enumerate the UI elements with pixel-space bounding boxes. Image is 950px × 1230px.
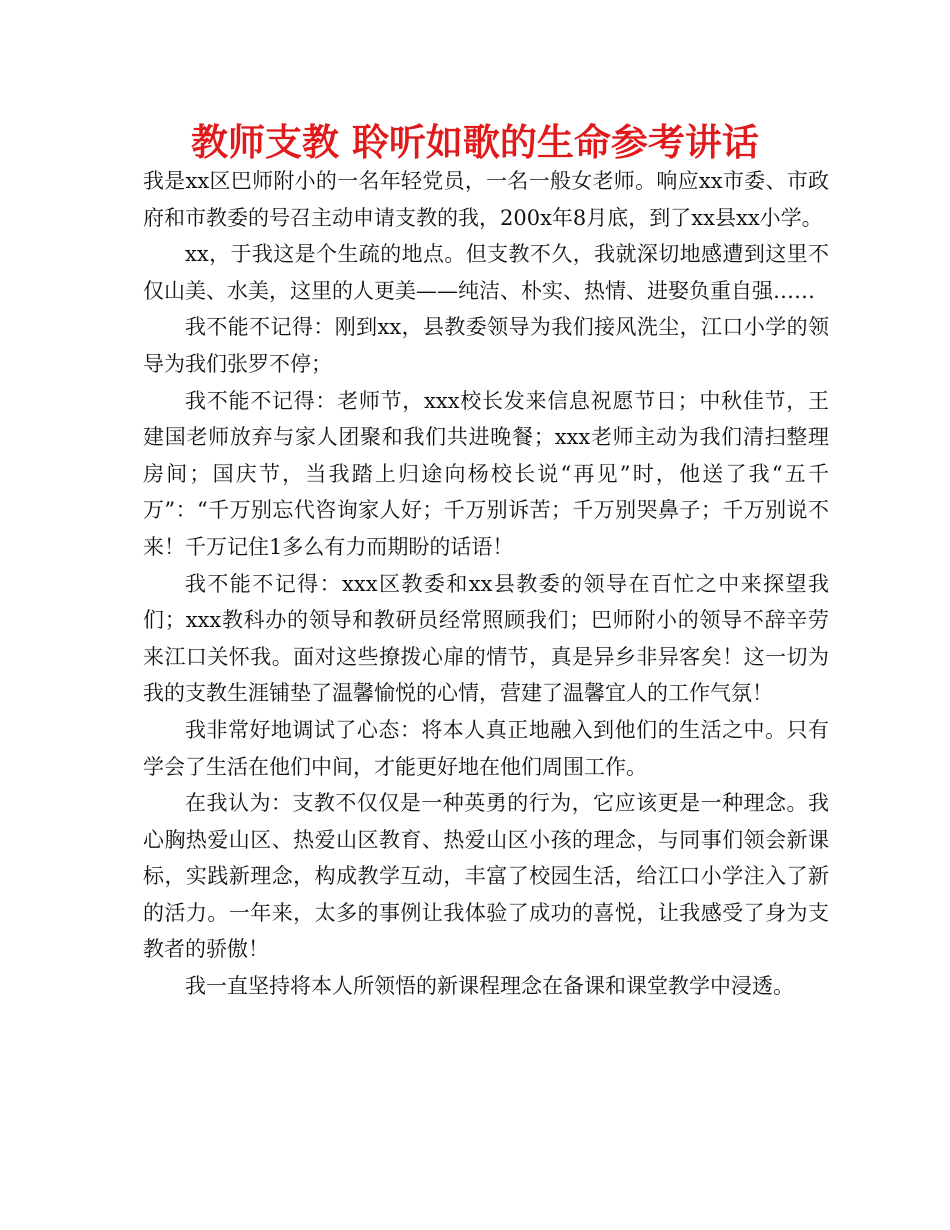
paragraph-leaders-memory: 我不能不记得：xxx区教委和xx县教委的领导在百忙之中来探望我们；xxx教科办的领导和教研员经常照顾我们；巴师附小的领导不辞辛劳来江口关怀我。面对这些撩拨心扉的情节，真是异乡非异客矣！这一切为我的支教生涯铺垫了温馨愉悦的心情，营建了温馨宜人的工作气氛！ (143, 571, 829, 706)
paragraph-first-impression: xx，于我这是个生疏的地点。但支教不久，我就深切地感遭到这里不仅山美、水美，这里的人更美——纯洁、朴实、热情、进娶负重自强…… (143, 242, 829, 303)
paragraph-holiday-memory: 我不能不记得：老师节，xxx校长发来信息祝愿节日；中秋佳节，王建国老师放弃与家人团聚和我们共进晚餐；xxx老师主动为我们清扫整理房间；国庆节，当我踏上归途向杨校长说“再见”时，他送了我“五千万”：“千万别忘代咨询家人好；千万别诉苦；千万别哭鼻子；千万别说不来！千万记住1多么有力而期盼的话语！ (143, 388, 829, 559)
document-body (143, 163, 829, 1005)
paragraph-intro: 我是xx区巴师附小的一名年轻党员，一名一般女老师。响应xx市委、市政府和市教委的号召主动申请支教的我，200x年8月底，到了xx县xx小学。 (143, 169, 829, 230)
paragraph-mindset: 我非常好地调试了心态：将本人真正地融入到他们的生活之中。只有学会了生活在他们中间，才能更好地在他们周围工作。 (143, 717, 829, 779)
paragraph-welcome-memory: 我不能不记得：刚到xx，县教委领导为我们接风洗尘，江口小学的领导为我们张罗不停； (143, 315, 829, 376)
paragraph-curriculum: 我一直坚持将本人所领悟的新课程理念在备课和课堂教学中浸透。 (185, 974, 794, 999)
document-title: 教师支教 聆听如歌的生命参考讲话 (191, 121, 759, 164)
paragraph-philosophy: 在我认为：支教不仅仅是一种英勇的行为，它应该更是一种理念。我心胸热爱山区、热爱山区教育、热爱山区小孩的理念，与同事们领会新课标，实践新理念，构成教学互动，丰富了校园生活，给江口小学注入了新的活力。一年来，太多的事例让我体验了成功的喜悦，让我感受了身为支教者的骄傲！ (143, 791, 829, 962)
